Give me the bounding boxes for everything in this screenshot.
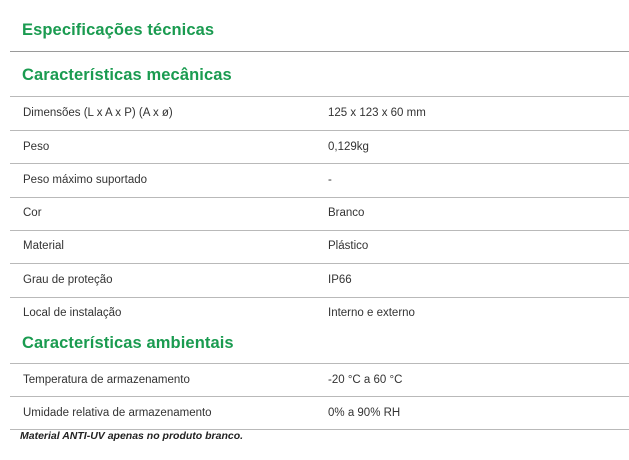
table-row [10,264,629,297]
table-row [10,297,629,330]
spec-label: Peso máximo suportado [23,174,148,186]
table-row [10,230,629,263]
table-row [10,197,629,230]
section-heading-environmental: Características ambientais [22,334,234,352]
section-heading-mechanical: Características mecânicas [22,66,232,84]
spec-label: Material [23,240,64,252]
page-title: Especificações técnicas [22,21,215,39]
table-row [10,164,629,197]
spec-label: Local de instalação [23,307,122,319]
spec-label: Temperatura de armazenamento [23,374,190,386]
spec-value: Branco [328,207,365,219]
spec-label: Grau de proteção [23,274,113,286]
table-row [10,131,629,164]
spec-value: IP66 [328,274,352,286]
table-row [10,97,629,130]
spec-value: 0,129kg [328,141,369,153]
title-divider [10,51,629,52]
spec-label: Umidade relativa de armazenamento [23,407,212,419]
spec-label: Cor [23,207,42,219]
spec-value: - [328,174,332,186]
spec-value: 125 x 123 x 60 mm [328,107,426,119]
spec-value: Interno e externo [328,307,415,319]
table-row [10,364,629,397]
spec-value: 0% a 90% RH [328,407,401,419]
spec-label: Peso [23,141,50,153]
footnote: Material ANTI-UV apenas no produto branco. [20,430,244,442]
spec-label: Dimensões (L x A x P) (A x ø) [23,107,173,119]
spec-value: Plástico [328,240,369,252]
spec-value: -20 °C a 60 °C [328,374,403,386]
table-row [10,397,629,430]
